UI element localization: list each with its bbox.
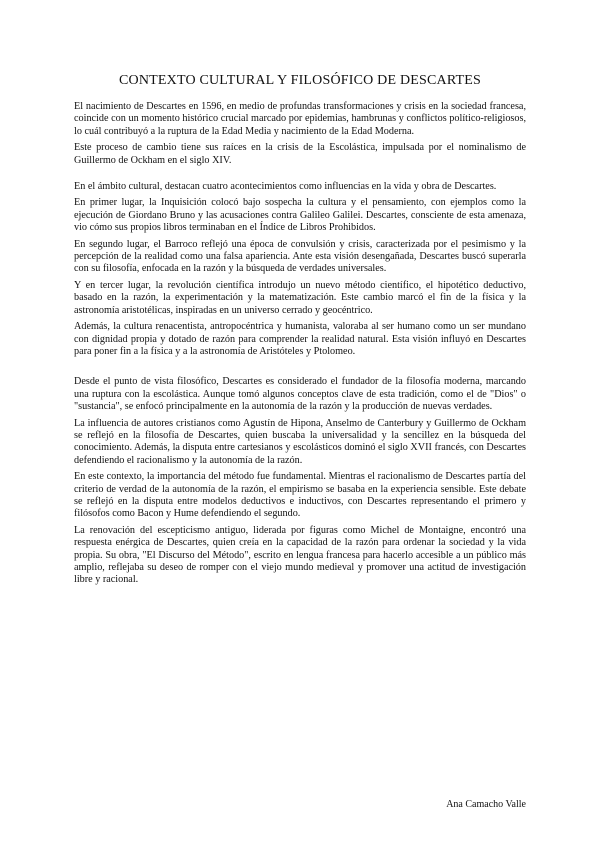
paragraph-birth: El nacimiento de Descartes en 1596, en medio de profundas transformaciones y crisis en la sociedad francesa, coincide con un momento histórico crucial marcado por epidemias, hambrunas y conflictos político-religiosos, lo cuál contribuyó a la ruptura de la Edad Media y nacimiento de la Edad Moderna.: [74, 101, 526, 137]
paragraph-skepticism: La renovación del escepticismo antiguo, liderada por figuras como Michel de Montaigne, encontró una respuesta enérgica de Descartes, quien creía en la capacidad de la razón para ordenar la sociedad y la vida propia. Su obra, "El Discurso del Método", escrito en lengua francesa para hacerlo accesible a un público más amplio, reflejaba su deseo de romper con el viejo mundo medieval y promover una actitud de investigación libre y racional.: [74, 524, 526, 586]
paragraph-method: En este contexto, la importancia del método fue fundamental. Mientras el racionalismo de Descartes partía del criterio de verdad de la autonomía de la razón, el empirismo se basaba en la experiencia sensible. Este debate se reflejó en la disputa entre modelos deductivos e inductivos, con Descartes representando el primero y filósofos como Bacon y Hume defendiendo el segundo.: [74, 471, 526, 520]
paragraph-scholastic-crisis: Este proceso de cambio tiene sus raíces en la crisis de la Escolástica, impulsada por el nominalismo de Guillermo de Ockham en el siglo XIV.: [74, 142, 526, 166]
document-body: [74, 101, 526, 591]
paragraph-inquisition: En primer lugar, la Inquisición colocó bajo sospecha la cultura y el pensamiento, con ejemplos como la ejecución de Giordano Bruno y las acusaciones contra Galileo Galilei. Descartes, consciente de esta amenaza, vio cómo sus propios libros terminaban en el Índice de Libros Prohibidos.: [74, 197, 526, 234]
paragraph-christian-authors: La influencia de autores cristianos como Agustín de Hipona, Anselmo de Canterbury y Guillermo de Ockham se reflejó en la filosofía de Descartes, quien buscaba la universalidad y la sencillez en la búsqueda del conocimiento. Además, la disputa entre cartesianos y escolásticos dominó el siglo XVII francés, con Descartes defendiendo el racionalismo y la autonomía de la razón.: [74, 417, 526, 466]
paragraph-scientific-revolution: Y en tercer lugar, la revolución científica introdujo un nuevo método científico, el hipotético deductivo, basado en la razón, la experimentación y la matematización. Este cambio marcó el fin de la física y la astronomía aristotélicas, inspiradas en un universo cerrado y geocéntrico.: [74, 279, 526, 316]
paragraph-cultural-intro: En el ámbito cultural, destacan cuatro acontecimientos como influencias en la vida y obra de Descartes.: [74, 181, 497, 193]
paragraph-renaissance: Además, la cultura renacentista, antropocéntrica y humanista, valoraba al ser humano como un ser mundano con dignidad propia y dotado de razón para comprender la realidad natural. Esta visión influyó en Descartes para poner fin a la física y a la astronomía de Aristóteles y Ptolomeo.: [74, 321, 526, 357]
page-title: CONTEXTO CULTURAL Y FILOSÓFICO DE DESCARTES: [118, 73, 482, 88]
author-name: Ana Camacho Valle: [446, 799, 526, 810]
paragraph-philosophical-view: Desde el punto de vista filosófico, Descartes es considerado el fundador de la filosofía moderna, marcando una ruptura con la escolástica. Aunque tomó algunos conceptos clave de esta tradición, como el de "Dios" o "sustancia", se enfocó principalmente en la autonomía de la razón y la producción de nuevas verdades.: [74, 376, 526, 413]
paragraph-baroque: En segundo lugar, el Barroco reflejó una época de convulsión y crisis, caracterizada por el pesimismo y la percepción de la realidad como una falsa apariencia. Ante esta visión desengañada, Descartes buscó superarla con su filosofía, enfocada en la razón y la búsqueda de verdades universales.: [74, 238, 526, 275]
